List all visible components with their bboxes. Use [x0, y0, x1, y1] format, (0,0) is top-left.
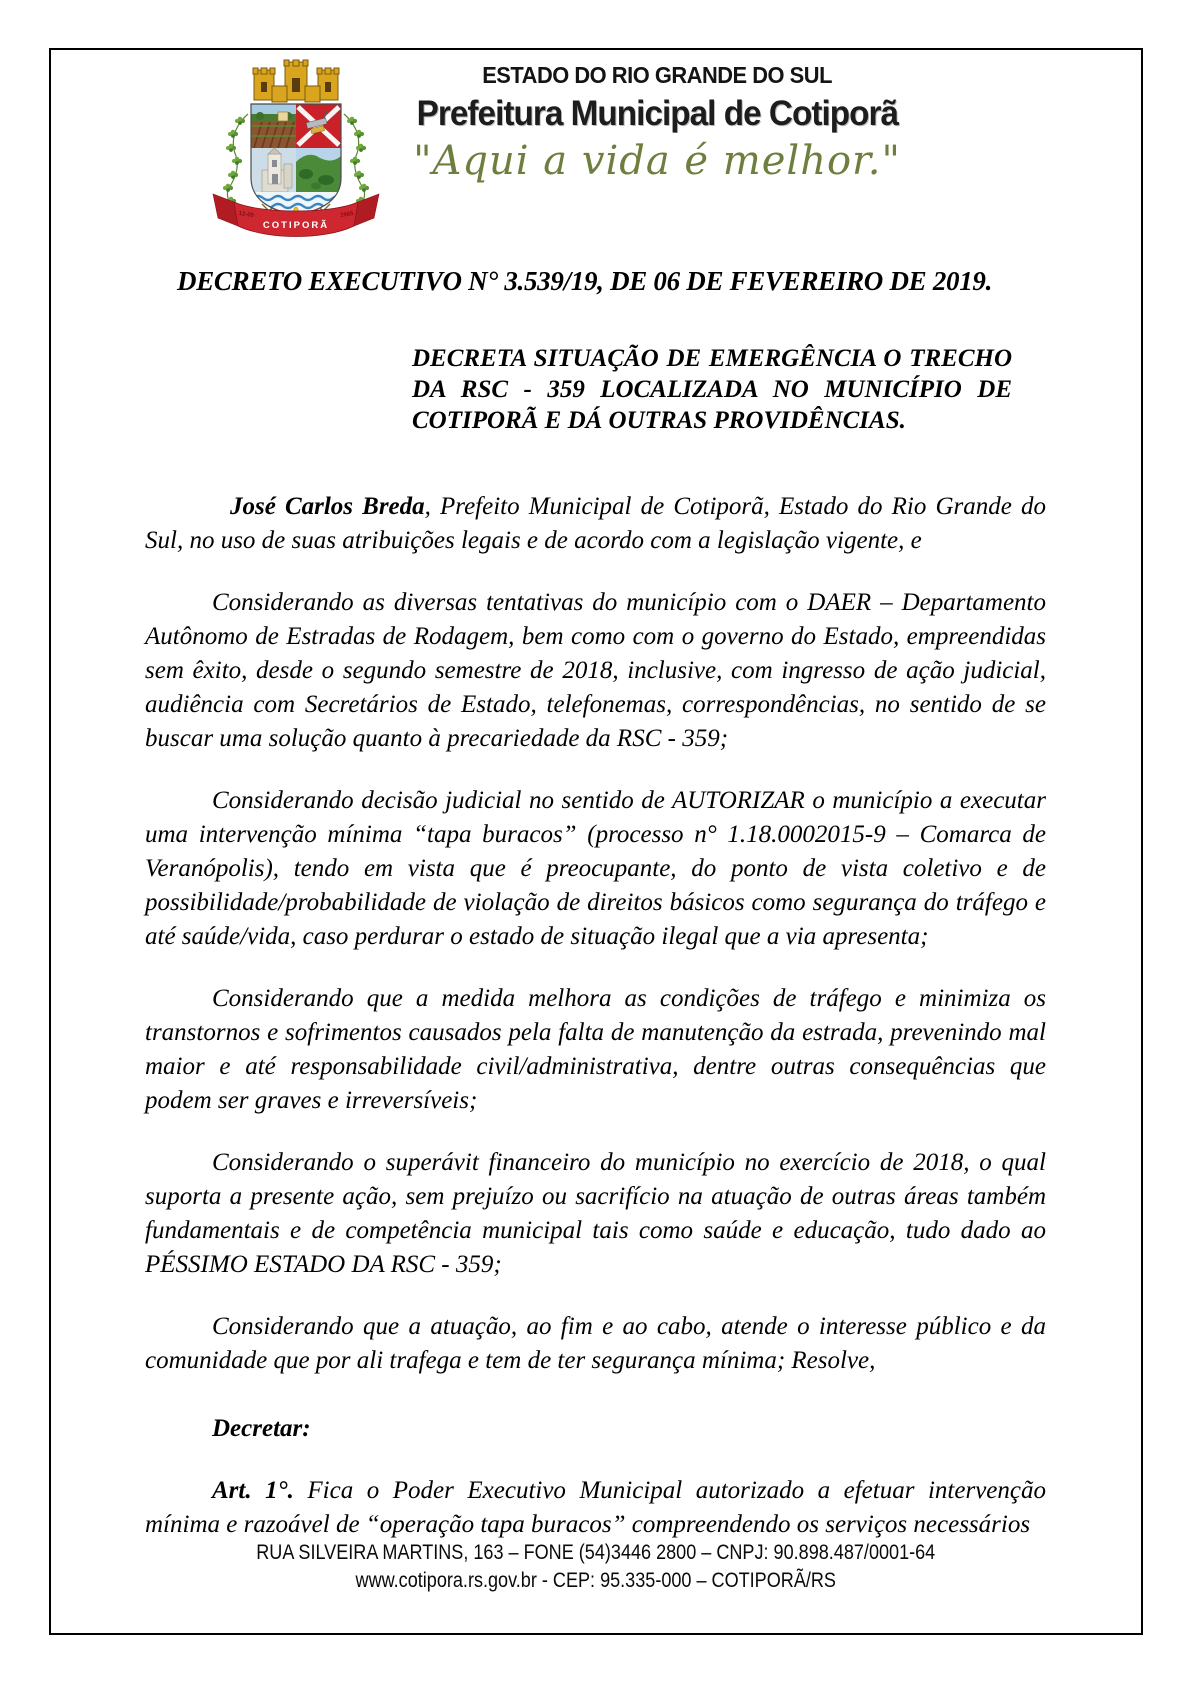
decree-summary: DECRETA SITUAÇÃO DE EMERGÊNCIA O TRECHO DA RSC - 359 LOCALIZADA NO MUNICÍPIO DE COTIPORÃ E DÁ OUTRAS PROVIDÊNCIAS.: [412, 345, 1012, 434]
paragraph-considerando-3: Considerando que a medida melhora as condições de tráfego e minimiza os transtornos e sofrimentos causados pela falta de manutenção da estrada, prevenindo mal maior e até responsabilidade civil/administrativa, dentre outras consequências que podem ser graves e irreversíveis;: [145, 985, 1046, 1114]
art1-text: Fica o Poder Executivo Municipal autorizado a efetuar intervenção mínima e razoável de “operação tapa buracos” compreendendo os serviços necessários: [145, 1477, 1046, 1538]
mayor-name: José Carlos Breda: [230, 493, 425, 520]
letterhead: [51, 50, 1141, 252]
municipality-name: Prefeitura Municipal de Cotiporã: [416, 94, 898, 133]
ribbon-city-name: COTIPORÃ: [262, 220, 330, 231]
paragraph-preamble: [145, 490, 1046, 558]
coat-of-arms: [210, 56, 382, 242]
paragraph-considerando-1: Considerando as diversas tentativas do município com o DAER – Departamento Autônomo de Estradas de Rodagem, bem como com o governo do Estado, empreendidas sem êxito, desde o segundo semestre de 2018, inclusive, com ingresso de ação judicial, audiência com Secretários de Estado, telefonemas, correspondências, no sentido de se buscar uma solução quanto à precariedade da RSC - 359;: [145, 589, 1046, 752]
state-name: ESTADO DO RIO GRANDE DO SUL: [482, 62, 832, 88]
footer-website-line: www.cotipora.rs.gov.br - CEP: 95.335-000 – COTIPORÃ/RS: [355, 1569, 837, 1592]
art1-label: Art. 1°.: [212, 1477, 294, 1504]
decree-body: [51, 266, 1141, 1542]
paragraph-considerando-5: Considerando que a atuação, ao fim e ao cabo, atende o interesse público e da comunidade que por ali trafega e tem de ter segurança mínima; Resolve,: [145, 1313, 1046, 1374]
paragraph-considerando-4: Considerando o superávit financeiro do município no exercício de 2018, o qual suporta a presente ação, sem prejuízo ou sacrifício na atuação de outras áreas também fundamentais e de competência municipal tais como saúde e educação, tudo dado ao PÉSSIMO ESTADO DA RSC - 359;: [145, 1149, 1046, 1278]
paragraph-art1: [145, 1474, 1046, 1542]
ribbon-date-left: 12-05: [238, 210, 255, 220]
letterhead-text: [392, 62, 922, 184]
preamble-text: , Prefeito Municipal de Cotiporã, Estado do Rio Grande do Sul, no uso de suas atribuições legais e de acordo com a legislação vigente, e: [145, 493, 1046, 554]
page-footer: [51, 1539, 1141, 1595]
ribbon-date-right: 1965: [339, 211, 354, 219]
page-border-frame: [49, 48, 1143, 1635]
mural-crown-icon: [253, 60, 339, 102]
paragraph-considerando-2: Considerando decisão judicial no sentido de AUTORIZAR o município a executar uma intervenção mínima “tapa buracos” (processo n° 1.18.0002015-9 – Comarca de Veranópolis), tendo em vista que é preocupante, do ponto de vista coletivo e de possibilidade/probabilidade de violação de direitos básicos como segurança do tráfego e até saúde/vida, caso perdurar o estado de situação ilegal que a via apresenta;: [145, 787, 1046, 950]
decree-title: DECRETO EXECUTIVO N° 3.539/19, DE 06 DE FEVEREIRO DE 2019.: [177, 266, 993, 296]
municipality-tagline: "Aqui a vida é melhor.": [413, 138, 901, 184]
footer-address-line: RUA SILVEIRA MARTINS, 163 – FONE (54)3446 2800 – CNPJ: 90.898.487/0001-64: [256, 1541, 936, 1564]
decretar-heading: Decretar:: [212, 1415, 311, 1442]
